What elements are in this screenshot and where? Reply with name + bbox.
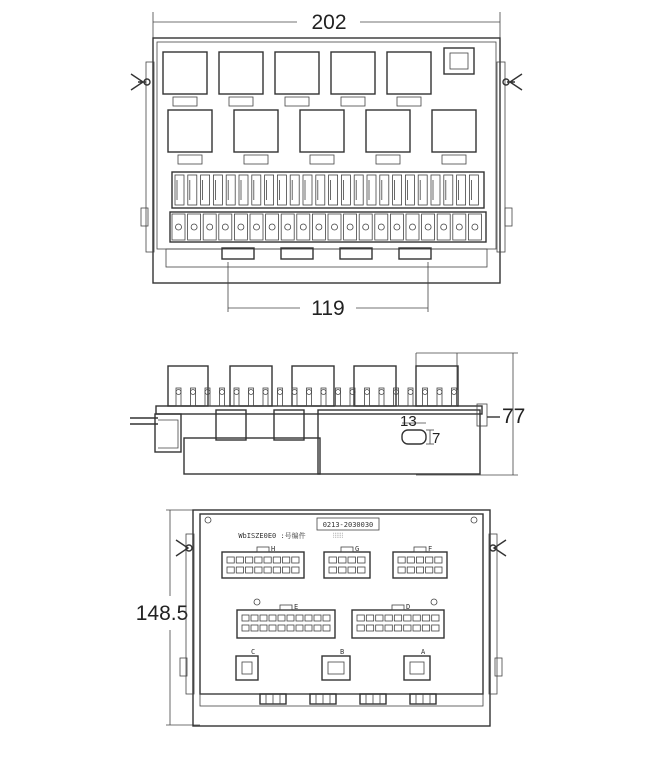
- connector-A: [404, 656, 430, 680]
- relay-4: [331, 52, 375, 94]
- relay-lower-5: [432, 110, 476, 152]
- cavity: [410, 662, 424, 674]
- terminal-screw: [254, 224, 260, 230]
- cavity: [292, 557, 299, 563]
- cavity: [413, 615, 420, 621]
- cavity: [273, 557, 280, 563]
- fuse-row: [172, 172, 484, 208]
- lower-relay-row: [168, 110, 476, 164]
- cavity: [394, 615, 401, 621]
- terminal-screw: [347, 224, 353, 230]
- connector-G: [324, 552, 370, 578]
- fuse: [418, 175, 427, 205]
- pin-head: [408, 390, 413, 395]
- cavity: [264, 567, 271, 573]
- fuse: [405, 175, 414, 205]
- cavity: [398, 557, 405, 563]
- terminal: [188, 214, 201, 240]
- terminal: [344, 214, 357, 240]
- dim-span-119: 119: [311, 297, 345, 320]
- bottom-tab: [281, 248, 313, 259]
- terminal: [390, 214, 403, 240]
- cavity: [251, 625, 258, 631]
- cavity: [305, 615, 312, 621]
- dim-slot-7: 7: [432, 430, 441, 447]
- terminal-screw: [378, 224, 384, 230]
- relay-base: [173, 97, 197, 106]
- pin-head: [423, 390, 428, 395]
- cavity: [296, 615, 303, 621]
- dim-height-77: 77: [502, 405, 526, 428]
- pin-head: [292, 390, 297, 395]
- relay-lower-3: [300, 110, 344, 152]
- fuse: [290, 175, 299, 205]
- cavity: [432, 625, 439, 631]
- fuse: [213, 175, 222, 205]
- relay-base: [244, 155, 268, 164]
- cavity: [366, 615, 373, 621]
- pin-head: [437, 390, 442, 395]
- connector-label: B: [340, 648, 345, 656]
- pin-head: [278, 390, 283, 395]
- part-code-label: WbISZE0E0 :号编件: [238, 532, 306, 540]
- terminal-row: [170, 212, 486, 242]
- cavity: [227, 567, 234, 573]
- pin-marker: ⫶⫶⫶⫶⫶⫶: [332, 532, 344, 540]
- terminal: [375, 214, 388, 240]
- cavity: [339, 557, 347, 563]
- pin-head: [263, 390, 268, 395]
- fuse: [252, 175, 261, 205]
- cavity: [227, 557, 234, 563]
- screw: [431, 599, 437, 605]
- cavity: [329, 567, 337, 573]
- bottom-tab-row: [222, 248, 431, 259]
- terminal: [266, 214, 279, 240]
- connector-B: [322, 656, 350, 680]
- cavity: [242, 625, 249, 631]
- terminal: [312, 214, 325, 240]
- rear-connectors: [222, 545, 447, 680]
- relay-base: [229, 97, 253, 106]
- cavity: [357, 625, 364, 631]
- rear-bottom-tabs: [260, 694, 436, 704]
- cavity: [426, 567, 433, 573]
- pin-head: [379, 390, 384, 395]
- terminal-screw: [332, 224, 338, 230]
- terminal-screw: [285, 224, 291, 230]
- side-view: [130, 353, 525, 475]
- cavity: [305, 625, 312, 631]
- pin-head: [191, 390, 196, 395]
- terminal: [468, 214, 481, 240]
- connector-F: [393, 552, 447, 578]
- cavity: [314, 615, 321, 621]
- pin-head: [220, 390, 225, 395]
- fuse: [188, 175, 197, 205]
- cavity: [242, 662, 252, 674]
- connector-H: [222, 552, 304, 578]
- fuse: [431, 175, 440, 205]
- cavity: [251, 615, 258, 621]
- fuse: [265, 175, 274, 205]
- relay-3: [275, 52, 319, 94]
- fuse: [393, 175, 402, 205]
- cavity: [358, 567, 366, 573]
- terminal-screw: [472, 224, 478, 230]
- cavity: [398, 567, 405, 573]
- latch: [280, 605, 292, 610]
- cavity: [329, 557, 337, 563]
- terminal-screw: [441, 224, 447, 230]
- terminal-screw: [269, 224, 275, 230]
- latch: [414, 547, 426, 552]
- cavity: [413, 625, 420, 631]
- terminal: [297, 214, 310, 240]
- connector-label: A: [421, 648, 426, 656]
- fuse: [277, 175, 286, 205]
- cavity: [422, 625, 429, 631]
- connector-label: F: [428, 545, 433, 553]
- terminal: [422, 214, 435, 240]
- cavity: [246, 567, 253, 573]
- connector-D: [352, 610, 444, 638]
- bottom-tab: [340, 248, 372, 259]
- fuse: [367, 175, 376, 205]
- terminal: [453, 214, 466, 240]
- connector-label: D: [406, 603, 411, 611]
- relay-base: [285, 97, 309, 106]
- cavity: [348, 567, 356, 573]
- cavity: [255, 557, 262, 563]
- terminal: [234, 214, 247, 240]
- fuse: [303, 175, 312, 205]
- cavity: [269, 615, 276, 621]
- cavity: [278, 615, 285, 621]
- terminal: [406, 214, 419, 240]
- connector-E: [237, 610, 335, 638]
- relay-1: [163, 52, 207, 94]
- cavity: [283, 557, 290, 563]
- cavity: [273, 567, 280, 573]
- terminal-screw: [191, 224, 197, 230]
- screw: [254, 599, 260, 605]
- fuse: [226, 175, 235, 205]
- cavity: [385, 615, 392, 621]
- relay-lower-4: [366, 110, 410, 152]
- cavity: [407, 557, 414, 563]
- part-number-label: 0213-2030030: [322, 521, 374, 529]
- terminal-screw: [207, 224, 213, 230]
- fuse: [201, 175, 210, 205]
- fuse: [329, 175, 338, 205]
- rear-view: [136, 510, 506, 726]
- cavity: [435, 567, 442, 573]
- cavity: [435, 557, 442, 563]
- terminal: [203, 214, 216, 240]
- fuse: [354, 175, 363, 205]
- pin-head: [307, 390, 312, 395]
- terminal-screw: [222, 224, 228, 230]
- cavity: [394, 625, 401, 631]
- terminal: [359, 214, 372, 240]
- pin-head: [234, 390, 239, 395]
- dim-slot-13: 13: [400, 413, 417, 430]
- cavity: [432, 615, 439, 621]
- relay-base: [376, 155, 400, 164]
- fuse: [239, 175, 248, 205]
- relay-base: [442, 155, 466, 164]
- fuse: [469, 175, 478, 205]
- terminal-screw: [425, 224, 431, 230]
- relay-base: [397, 97, 421, 106]
- cavity: [422, 615, 429, 621]
- terminal-screw: [176, 224, 182, 230]
- relay-base: [178, 155, 202, 164]
- connector-label: E: [294, 603, 299, 611]
- dim-height-148.5: 148.5: [135, 602, 189, 625]
- terminal-screw: [394, 224, 400, 230]
- terminal-screw: [300, 224, 306, 230]
- cavity: [404, 625, 411, 631]
- wing-nut-icon: [131, 74, 522, 90]
- cavity: [328, 662, 344, 674]
- cavity: [260, 615, 267, 621]
- bottom-tab: [222, 248, 254, 259]
- cavity: [269, 625, 276, 631]
- fuse-block: [172, 172, 484, 208]
- connector-C: [236, 656, 258, 680]
- upper-relay-row: [163, 52, 431, 106]
- terminal: [328, 214, 341, 240]
- terminal-screw: [316, 224, 322, 230]
- pin-head: [336, 390, 341, 395]
- pin-head: [365, 390, 370, 395]
- cavity: [287, 615, 294, 621]
- terminal: [219, 214, 232, 240]
- terminal: [281, 214, 294, 240]
- fuse: [444, 175, 453, 205]
- top-view: [131, 11, 522, 320]
- cavity: [283, 567, 290, 573]
- cavity: [323, 625, 330, 631]
- cavity: [314, 625, 321, 631]
- relay-base: [341, 97, 365, 106]
- fuse: [457, 175, 466, 205]
- pin-head: [321, 390, 326, 395]
- connector-label: G: [355, 545, 360, 553]
- dim-width-202: 202: [311, 11, 347, 34]
- latch: [341, 547, 353, 552]
- relay-base: [310, 155, 334, 164]
- side-terminal-pins: [176, 388, 457, 406]
- latch: [257, 547, 269, 552]
- fuse: [380, 175, 389, 205]
- cavity: [287, 625, 294, 631]
- fuse: [316, 175, 325, 205]
- cavity: [292, 567, 299, 573]
- cavity: [416, 567, 423, 573]
- terminal: [250, 214, 263, 240]
- terminal-screw: [363, 224, 369, 230]
- terminal-screw: [456, 224, 462, 230]
- cavity: [260, 625, 267, 631]
- relay-lower-1: [168, 110, 212, 152]
- cavity: [242, 615, 249, 621]
- terminal-screw: [238, 224, 244, 230]
- cavity: [357, 615, 364, 621]
- connector-label: C: [251, 648, 256, 656]
- cavity: [385, 625, 392, 631]
- cavity: [323, 615, 330, 621]
- cavity: [339, 567, 347, 573]
- cavity: [255, 567, 262, 573]
- cavity: [246, 557, 253, 563]
- cavity: [404, 615, 411, 621]
- cavity: [348, 557, 356, 563]
- cavity: [264, 557, 271, 563]
- bottom-tab: [399, 248, 431, 259]
- latch: [392, 605, 404, 610]
- cavity: [407, 567, 414, 573]
- cavity: [416, 557, 423, 563]
- cavity: [296, 625, 303, 631]
- cavity: [236, 557, 243, 563]
- fuse: [175, 175, 184, 205]
- terminal: [437, 214, 450, 240]
- cavity: [376, 615, 383, 621]
- relay-2: [219, 52, 263, 94]
- fuse: [341, 175, 350, 205]
- cavity: [358, 557, 366, 563]
- cavity: [236, 567, 243, 573]
- cavity: [278, 625, 285, 631]
- terminal: [172, 214, 185, 240]
- cavity: [426, 557, 433, 563]
- relay-lower-2: [234, 110, 278, 152]
- pin-head: [176, 390, 181, 395]
- cavity: [376, 625, 383, 631]
- connector-label: H: [271, 545, 276, 553]
- relay-5: [387, 52, 431, 94]
- pin-head: [452, 390, 457, 395]
- pin-head: [249, 390, 254, 395]
- terminal-screw: [410, 224, 416, 230]
- cavity: [366, 625, 373, 631]
